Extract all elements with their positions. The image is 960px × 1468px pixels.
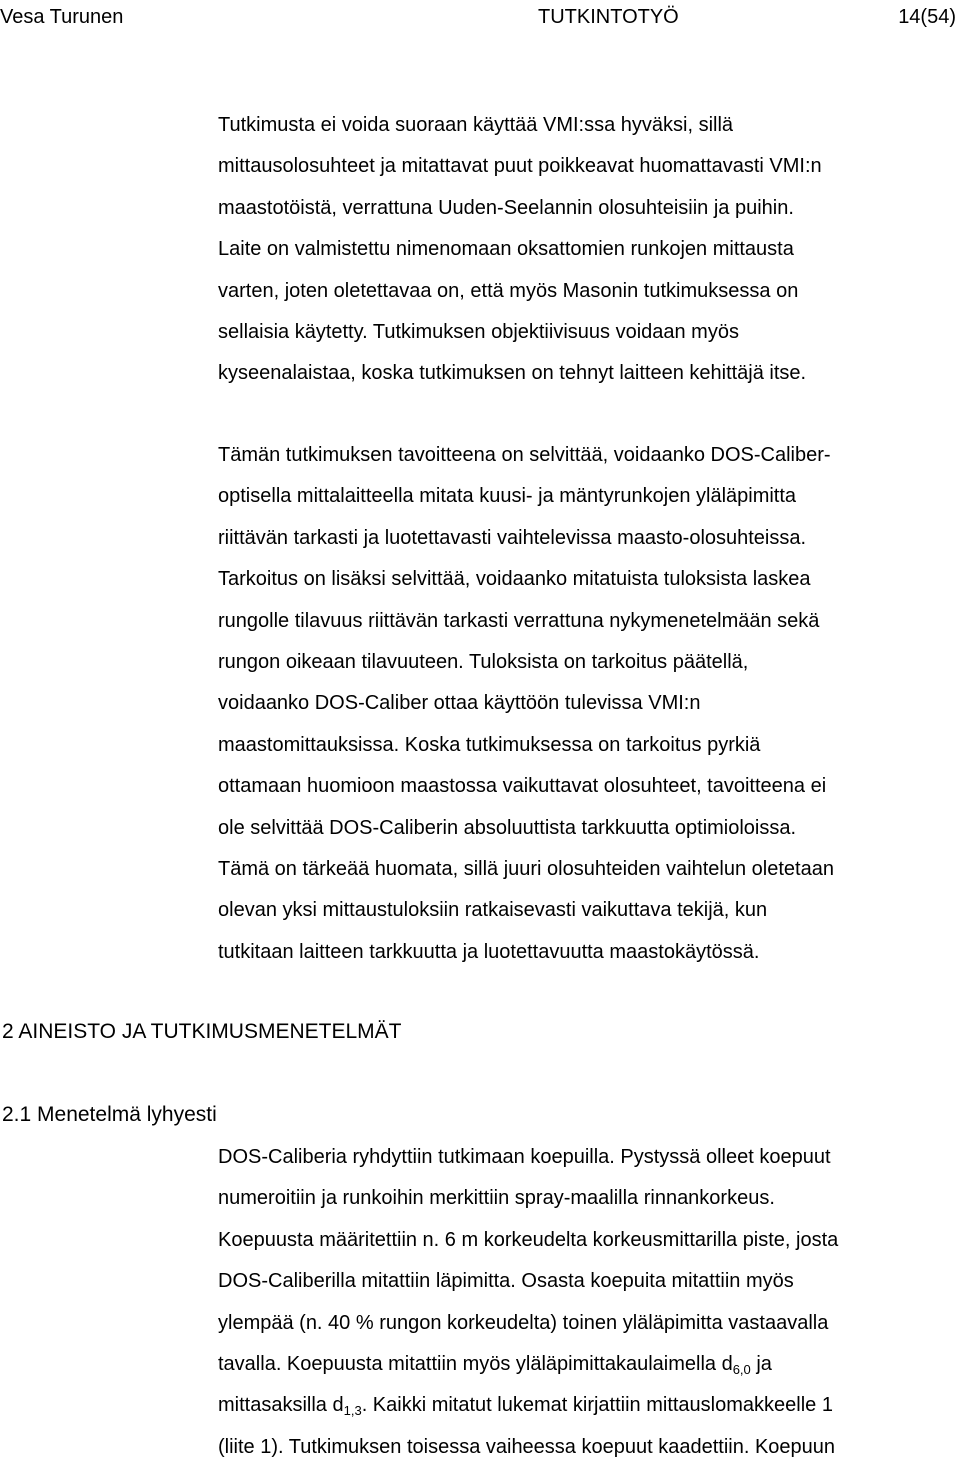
text-line: numeroitiin ja runkoihin merkittiin spray-maalilla rinnankorkeus. xyxy=(218,1187,775,1210)
text-line: Tarkoitus on lisäksi selvittää, voidaanko mitatuista tuloksista laskea xyxy=(218,568,811,591)
subscript: 1,3 xyxy=(343,1403,362,1419)
text-line: ole selvittää DOS-Caliberin absoluuttista tarkkuutta optimioloissa. xyxy=(218,816,797,839)
text-line: kyseenalaistaa, koska tutkimuksen on tehnyt laitteen kehittäjä itse. xyxy=(218,362,807,385)
text-line: Laite on valmistettu nimenomaan oksattomien runkojen mittausta xyxy=(218,238,794,261)
text-line: maastomittauksissa. Koska tutkimuksessa on tarkoitus pyrkiä xyxy=(218,733,761,756)
text-line: tutkitaan laitteen tarkkuutta ja luotettavuutta maastokäytössä. xyxy=(218,940,760,963)
text-line: ottamaan huomioon maastossa vaikuttavat olosuhteet, tavoitteena ei xyxy=(218,775,827,798)
text-line: Tämä on tärkeää huomata, sillä juuri olosuhteiden vaihtelun oletetaan xyxy=(218,858,834,881)
text-line: (liite 1). Tutkimuksen toisessa vaiheessa koepuut kaadettiin. Koepuun xyxy=(218,1435,836,1458)
text-line: sellaisia käytetty. Tutkimuksen objektiivisuus voidaan myös xyxy=(218,321,739,344)
paragraph-research-objective xyxy=(218,435,960,973)
text-line: mittausolosuhteet ja mitattavat puut poikkeavat huomattavasti VMI:n xyxy=(218,155,822,178)
paragraph-method-summary xyxy=(218,1137,960,1468)
text-line: rungolle tilavuus riittävän tarkasti verrattuna nykymenetelmään sekä xyxy=(218,609,820,632)
paragraph-mason-study-critique xyxy=(218,105,960,395)
text-line: DOS-Caliberilla mitattiin läpimitta. Osasta koepuita mitattiin myös xyxy=(218,1270,794,1293)
text-line: olevan yksi mittaustuloksiin ratkaisevasti vaikuttava tekijä, kun xyxy=(218,899,768,922)
header-document-type: TUTKINTOTYÖ xyxy=(538,6,679,28)
text-segment: mittasaksilla d xyxy=(218,1394,344,1417)
text-line: Tämän tutkimuksen tavoitteena on selvittää, voidaanko DOS-Caliber- xyxy=(218,444,831,466)
text-line-with-subscript xyxy=(218,1385,960,1426)
text-line: rungon oikeaan tilavuuteen. Tuloksista on tarkoitus päätellä, xyxy=(218,651,749,674)
subscript: 6,0 xyxy=(732,1362,751,1378)
text-line: optisella mittalaitteella mitata kuusi- ja mäntyrunkojen yläläpimitta xyxy=(218,485,797,508)
subsection-heading: 2.1 Menetelmä lyhyesti xyxy=(2,1103,217,1126)
section-heading: 2 AINEISTO JA TUTKIMUSMENETELMÄT xyxy=(2,1020,402,1043)
text-line: DOS-Caliberia ryhdyttiin tutkimaan koepuilla. Pystyssä olleet koepuut xyxy=(218,1146,831,1168)
text-line: maastotöistä, verrattuna Uuden-Seelannin olosuhteisiin ja puihin. xyxy=(218,196,794,219)
text-line: Koepuusta määritettiin n. 6 m korkeudelta korkeusmittarilla piste, josta xyxy=(218,1228,839,1251)
text-segment: tavalla. Koepuusta mitattiin myös yläläpimittakaulaimella d xyxy=(218,1353,733,1376)
text-segment: . Kaikki mitatut lukemat kirjattiin mittauslomakkeelle 1 xyxy=(361,1394,833,1417)
header-page-number: 14(54) xyxy=(898,6,956,28)
text-line: Tutkimusta ei voida suoraan käyttää VMI:ssa hyväksi, sillä xyxy=(218,114,734,136)
header-author: Vesa Turunen xyxy=(0,6,124,28)
page-header xyxy=(0,4,960,30)
text-segment: ja xyxy=(750,1353,772,1376)
text-line: voidaanko DOS-Caliber ottaa käyttöön tulevissa VMI:n xyxy=(218,692,701,715)
text-line: riittävän tarkasti ja luotettavasti vaihtelevissa maasto-olosuhteissa. xyxy=(218,526,807,549)
text-line-with-subscript xyxy=(218,1344,960,1385)
text-line: varten, joten oletettavaa on, että myös Masonin tutkimuksessa on xyxy=(218,279,799,302)
text-line: ylempää (n. 40 % rungon korkeudelta) toinen yläläpimitta vastaavalla xyxy=(218,1311,829,1334)
